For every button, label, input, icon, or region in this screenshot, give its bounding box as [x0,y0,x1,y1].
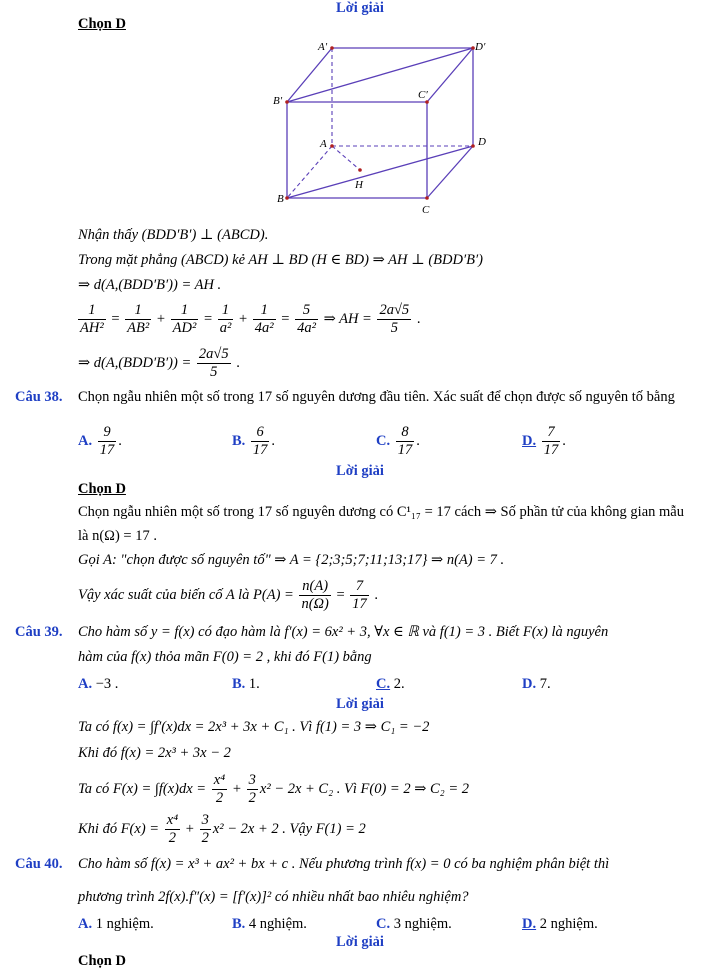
q37-line3: ⇒ d(A,(BDD′B′)) = AH . [78,277,222,293]
label-h: H [355,179,363,191]
q38-option-b[interactable]: B. $\frac{6}{17}$ . [232,424,276,458]
q37-line2: Trong mặt phẳng (ABCD) kẻ AH ⊥ BD (H ∈ BD) ⇒ AH ⊥ (BDD′B′) [78,252,483,268]
label-a-prime: A′ [318,41,328,53]
q38-option-d[interactable]: D. $\frac{7}{17}$ . [522,424,566,458]
q39-text2: hàm của f(x) thỏa mãn F(0) = 2 , khi đó F(1) bằng [78,649,372,665]
q39-label: Câu 39. [15,624,63,640]
q39-sol-line3: Ta có F(x) = ∫f(x)dx = $\frac{\text{x⁴}}{2}$ + $\frac{3}{2}$ x² − 2x + C₂ . Vì F(0) = 2 ⇒ C₂ = 2 [78,772,469,806]
q40-option-b[interactable]: B. 4 nghiệm. [232,916,307,932]
q40-option-c[interactable]: C. 3 nghiệm. [376,916,452,932]
label-c-prime: C′ [418,89,428,101]
q38-option-c[interactable]: C. $\frac{8}{17}$ . [376,424,420,458]
label-a: A [320,138,327,150]
q39-option-a[interactable]: A. −3 . [78,676,119,692]
q37-equation: $\frac{1}{\text{AH²}}$ = $\frac{1}{\text{AB²}}$ + $\frac{1}{\text{AD²}}$ = $\frac{1}{\text{a²}}$ + $\frac{1}{\text{4a²}}$ = $\frac{5}{\text{4a²}}$ ⇒ AH = $\frac{2a√5}{5}$ . [80,302,421,336]
prism-figure [265,36,495,221]
q39-solution-heading: Lời giải [336,696,384,712]
q40-option-a[interactable]: A. 1 nghiệm. [78,916,154,932]
label-b: B [277,193,284,205]
q39-option-b[interactable]: B. 1. [232,676,260,692]
q38-solution-heading: Lời giải [336,463,384,479]
q38-text: Chọn ngẫu nhiên một số trong 17 số nguyên dương đầu tiên. Xác suất để chọn được số nguyên tố bằng [78,389,675,405]
q39-option-c[interactable]: C. 2. [376,676,405,692]
label-d: D [478,136,486,148]
q39-sol-line2: Khi đó f(x) = 2x³ + 3x − 2 [78,745,231,761]
q39-option-d[interactable]: D. 7. [522,676,551,692]
q37-line1: Nhận thấy (BDD′B′) ⊥ (ABCD). [78,227,269,243]
q38-choice: Chọn D [78,481,126,497]
label-b-prime: B′ [273,95,283,107]
q40-solution-heading: Lời giải [336,934,384,950]
q38-sol-line1: Chọn ngẫu nhiên một số trong 17 số nguyên dương có C¹₁₇ = 17 cách ⇒ Số phần tử của không gian mẫu là n(Ω) = 17 . [78,504,684,544]
label-d-prime: D′ [475,41,486,53]
q39-text1: Cho hàm số y = f(x) có đạo hàm là f′(x) = 6x² + 3, ∀x ∈ ℝ và f(1) = 3 . Biết F(x) là nguyên [78,624,609,640]
q37-line5: ⇒ d(A,(BDD′B′)) = $\frac{2a√5}{5}$ . [78,346,240,380]
q40-text1: Cho hàm số f(x) = x³ + ax² + bx + c . Nếu phương trình f(x) = 0 có ba nghiệm phân biệt thì [78,856,610,872]
q40-choice: Chọn D [78,953,126,969]
q38-label: Câu 38. [15,389,63,405]
q39-sol-line4: Khi đó F(x) = $\frac{\text{x⁴}}{2}$ + $\frac{3}{2}$ x² − 2x + 2 . Vậy F(1) = 2 [78,812,366,846]
label-c: C [422,204,430,216]
solution-heading: Lời giải [336,0,384,16]
q38-option-a[interactable]: A. $\frac{9}{17}$ . [78,424,122,458]
q39-sol-line1: Ta có f(x) = ∫f′(x)dx = 2x³ + 3x + C₁ . Vì f(1) = 3 ⇒ C₁ = −2 [78,719,430,735]
q38-sol-line2: Gọi A: "chọn được số nguyên tố" ⇒ A = {2;3;5;7;11;13;17} ⇒ n(A) = 7 . [78,552,505,568]
q40-option-d[interactable]: D. 2 nghiệm. [522,916,598,932]
q37-choice: Chọn D [78,16,126,32]
q40-label: Câu 40. [15,856,63,872]
q40-text2: phương trình 2f(x).f″(x) = [f′(x)]² có nhiều nhất bao nhiêu nghiệm? [78,889,469,905]
q38-sol-line3: Vậy xác suất của biến cố A là P(A) = $\frac{n(A)}{n(\Omega)}$ = $\frac{7}{17}$ . [78,578,379,612]
